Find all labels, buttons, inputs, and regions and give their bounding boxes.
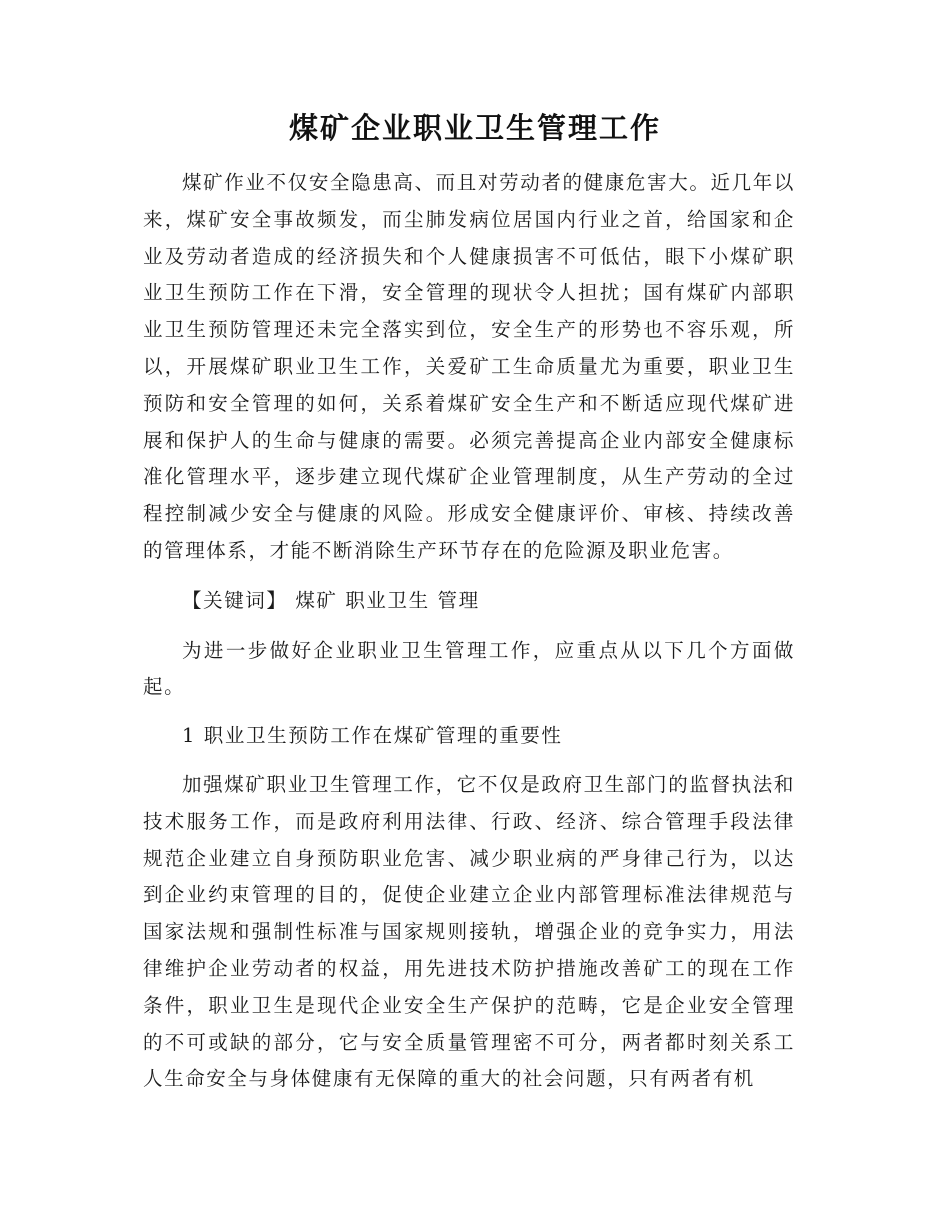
section-heading: 1 职业卫生预防工作在煤矿管理的重要性 bbox=[182, 724, 563, 748]
section-body-paragraph: 加强煤矿职业卫生管理工作，它不仅是政府卫生部门的监督执法和技术服务工作，而是政府利用法律、行政、经济、综合管理手段法律规范企业建立自身预防职业危害、减少职业病的严身律己行为，以达到企业约束管理的目的，促使企业建立企业内部管理标准法律规范与国家法规和强制性标准与国家规则接轨，增强企业的竞争实力，用法律维护企业劳动者的权益，用先进技术防护措施改善矿工的现在工作条件，职业卫生是现代企业安全生产保护的范畴，它是企业安全管理的不可或缺的部分，它与安全质量管理密不可分，两者都时刻关系工人生命安全与身体健康有无保障的重大的社会问题，只有两者有机 bbox=[143, 772, 795, 1091]
keywords-paragraph bbox=[143, 583, 795, 620]
document-title: 煤矿企业职业卫生管理工作 bbox=[288, 111, 661, 145]
document-body bbox=[143, 165, 795, 1098]
abstract-paragraph: 煤矿作业不仅安全隐患高、而且对劳动者的健康危害大。近几年以来，煤矿安全事故频发，而尘肺发病位居国内行业之首，给国家和企业及劳动者造成的经济损失和个人健康损害不可低估，眼下小煤矿职业卫生预防工作在下滑，安全管理的现状令人担扰；国有煤矿内部职业卫生预防管理还未完全落实到位，安全生产的形势也不容乐观，所以，开展煤矿职业卫生工作，关爱矿工生命质量尤为重要，职业卫生预防和安全管理的如何，关系着煤矿安全生产和不断适应现代煤矿进展和保护人的生命与健康的需要。必须完善提高企业内部安全健康标准化管理水平，逐步建立现代煤矿企业管理制度，从生产劳动的全过程控制减少安全与健康的风险。形成安全健康评价、审核、持续改善的管理体系，才能不断消除生产环节存在的危险源及职业危害。 bbox=[143, 171, 795, 562]
keywords-label: 【关键词】 bbox=[182, 588, 288, 612]
keywords-text: 煤矿 职业卫生 管理 bbox=[287, 588, 480, 612]
intro-paragraph: 为进一步做好企业职业卫生管理工作，应重点从以下几个方面做起。 bbox=[143, 638, 795, 699]
